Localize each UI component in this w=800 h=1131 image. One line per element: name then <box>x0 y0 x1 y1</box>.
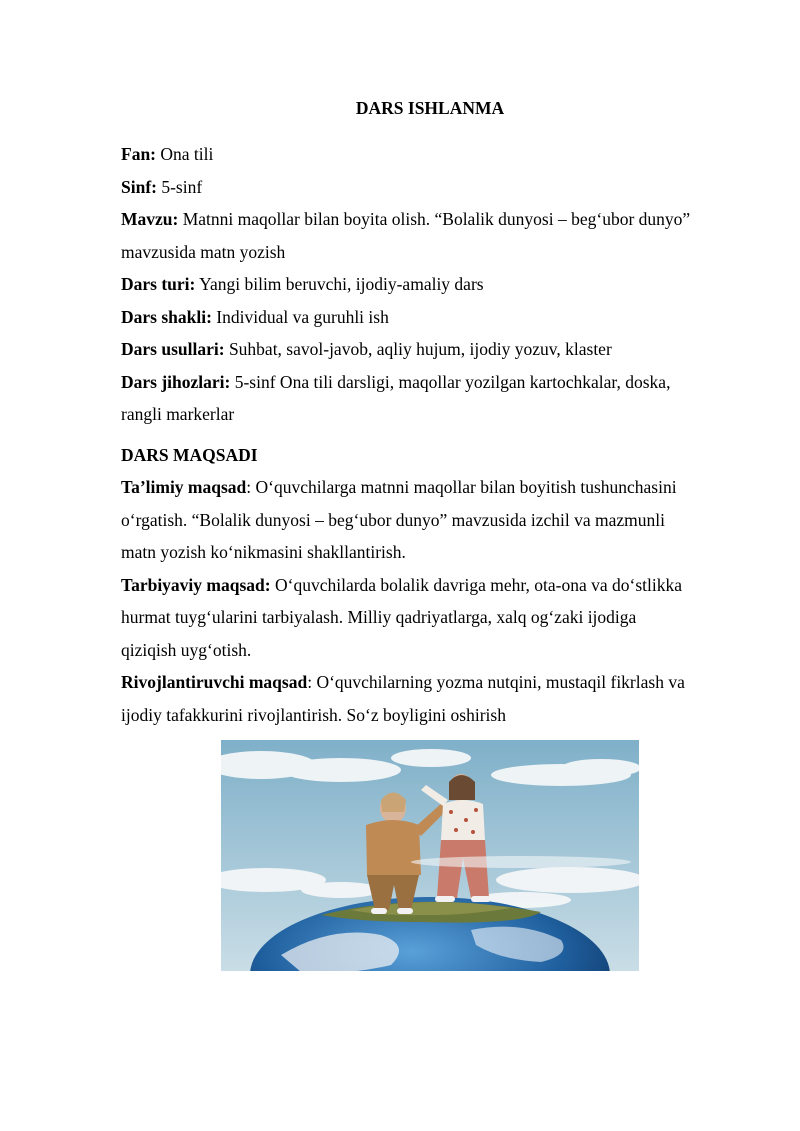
field-label: Sinf: <box>121 176 157 197</box>
field-value: 5-sinf Ona tili darsligi, maqollar yozilgan kartochkalar, doska, <box>230 371 671 392</box>
document-body <box>121 138 741 731</box>
goal-label: Tarbiyaviy maqsad: <box>121 574 271 595</box>
document-title: DARS ISHLANMA <box>355 98 505 118</box>
field-dars-jihozlari <box>121 366 741 399</box>
goal-rivojlantiruvchi <box>121 666 741 699</box>
goal-text-line: matn yozish ko‘nikmasini shakllantirish. <box>121 542 406 562</box>
field-label: Fan: <box>121 144 156 164</box>
children-on-globe-illustration <box>221 740 639 971</box>
field-dars-usullari <box>121 333 741 366</box>
goal-text-line: qiziqish uyg‘otish. <box>121 639 252 660</box>
goal-label: Ta’limiy maqsad <box>121 477 247 497</box>
field-mavzu-continued: mavzusida matn yozish <box>121 241 286 262</box>
field-dars-jihozlari-continued: rangli markerlar <box>121 404 235 424</box>
field-value: 5-sinf <box>156 176 203 197</box>
goal-text: : O‘quvchilarga matnni maqollar bilan boyitish tushunchasini <box>246 477 677 497</box>
field-dars-shakli <box>121 301 741 334</box>
goal-text-line: hurmat tuyg‘ularini tarbiyalash. Milliy qadriyatlarga, xalq og‘zaki ijodiga <box>121 607 637 627</box>
field-sinf <box>121 171 741 204</box>
field-label: Dars jihozlari: <box>121 371 231 392</box>
field-value: Matnni maqollar bilan boyita olish. “Bolalik dunyosi – beg‘ubor dunyo” <box>178 209 691 229</box>
goal-text-line: ijodiy tafakkurini rivojlantirish. So‘z boyligini oshirish <box>121 704 506 725</box>
field-label: Dars turi: <box>121 274 196 294</box>
section-heading: DARS MAQSADI <box>121 444 258 465</box>
field-dars-turi <box>121 268 741 301</box>
field-label: Mavzu: <box>121 209 179 229</box>
field-value: Yangi bilim beruvchi, ijodiy-amaliy dars <box>195 274 484 294</box>
field-label: Dars shakli: <box>121 306 212 327</box>
field-value: Suhbat, savol-javob, aqliy hujum, ijodiy yozuv, klaster <box>224 339 612 359</box>
field-value: Individual va guruhli ish <box>211 306 389 327</box>
goal-tarbiyaviy <box>121 569 741 602</box>
goal-talimiy <box>121 471 741 504</box>
field-fan <box>121 138 741 171</box>
goal-text-line: o‘rgatish. “Bolalik dunyosi – beg‘ubor dunyo” mavzusida izchil va mazmunli <box>121 509 666 530</box>
field-value: Ona tili <box>156 144 214 164</box>
mid-cloud-streak <box>411 856 631 868</box>
goal-label: Rivojlantiruvchi maqsad <box>121 672 308 692</box>
goal-text: : O‘quvchilarning yozma nutqini, mustaqil fikrlash va <box>307 672 685 692</box>
field-mavzu <box>121 203 741 236</box>
goal-text: O‘quvchilarda bolalik davriga mehr, ota-ona va do‘stlikka <box>270 574 682 595</box>
field-label: Dars usullari: <box>121 339 225 359</box>
